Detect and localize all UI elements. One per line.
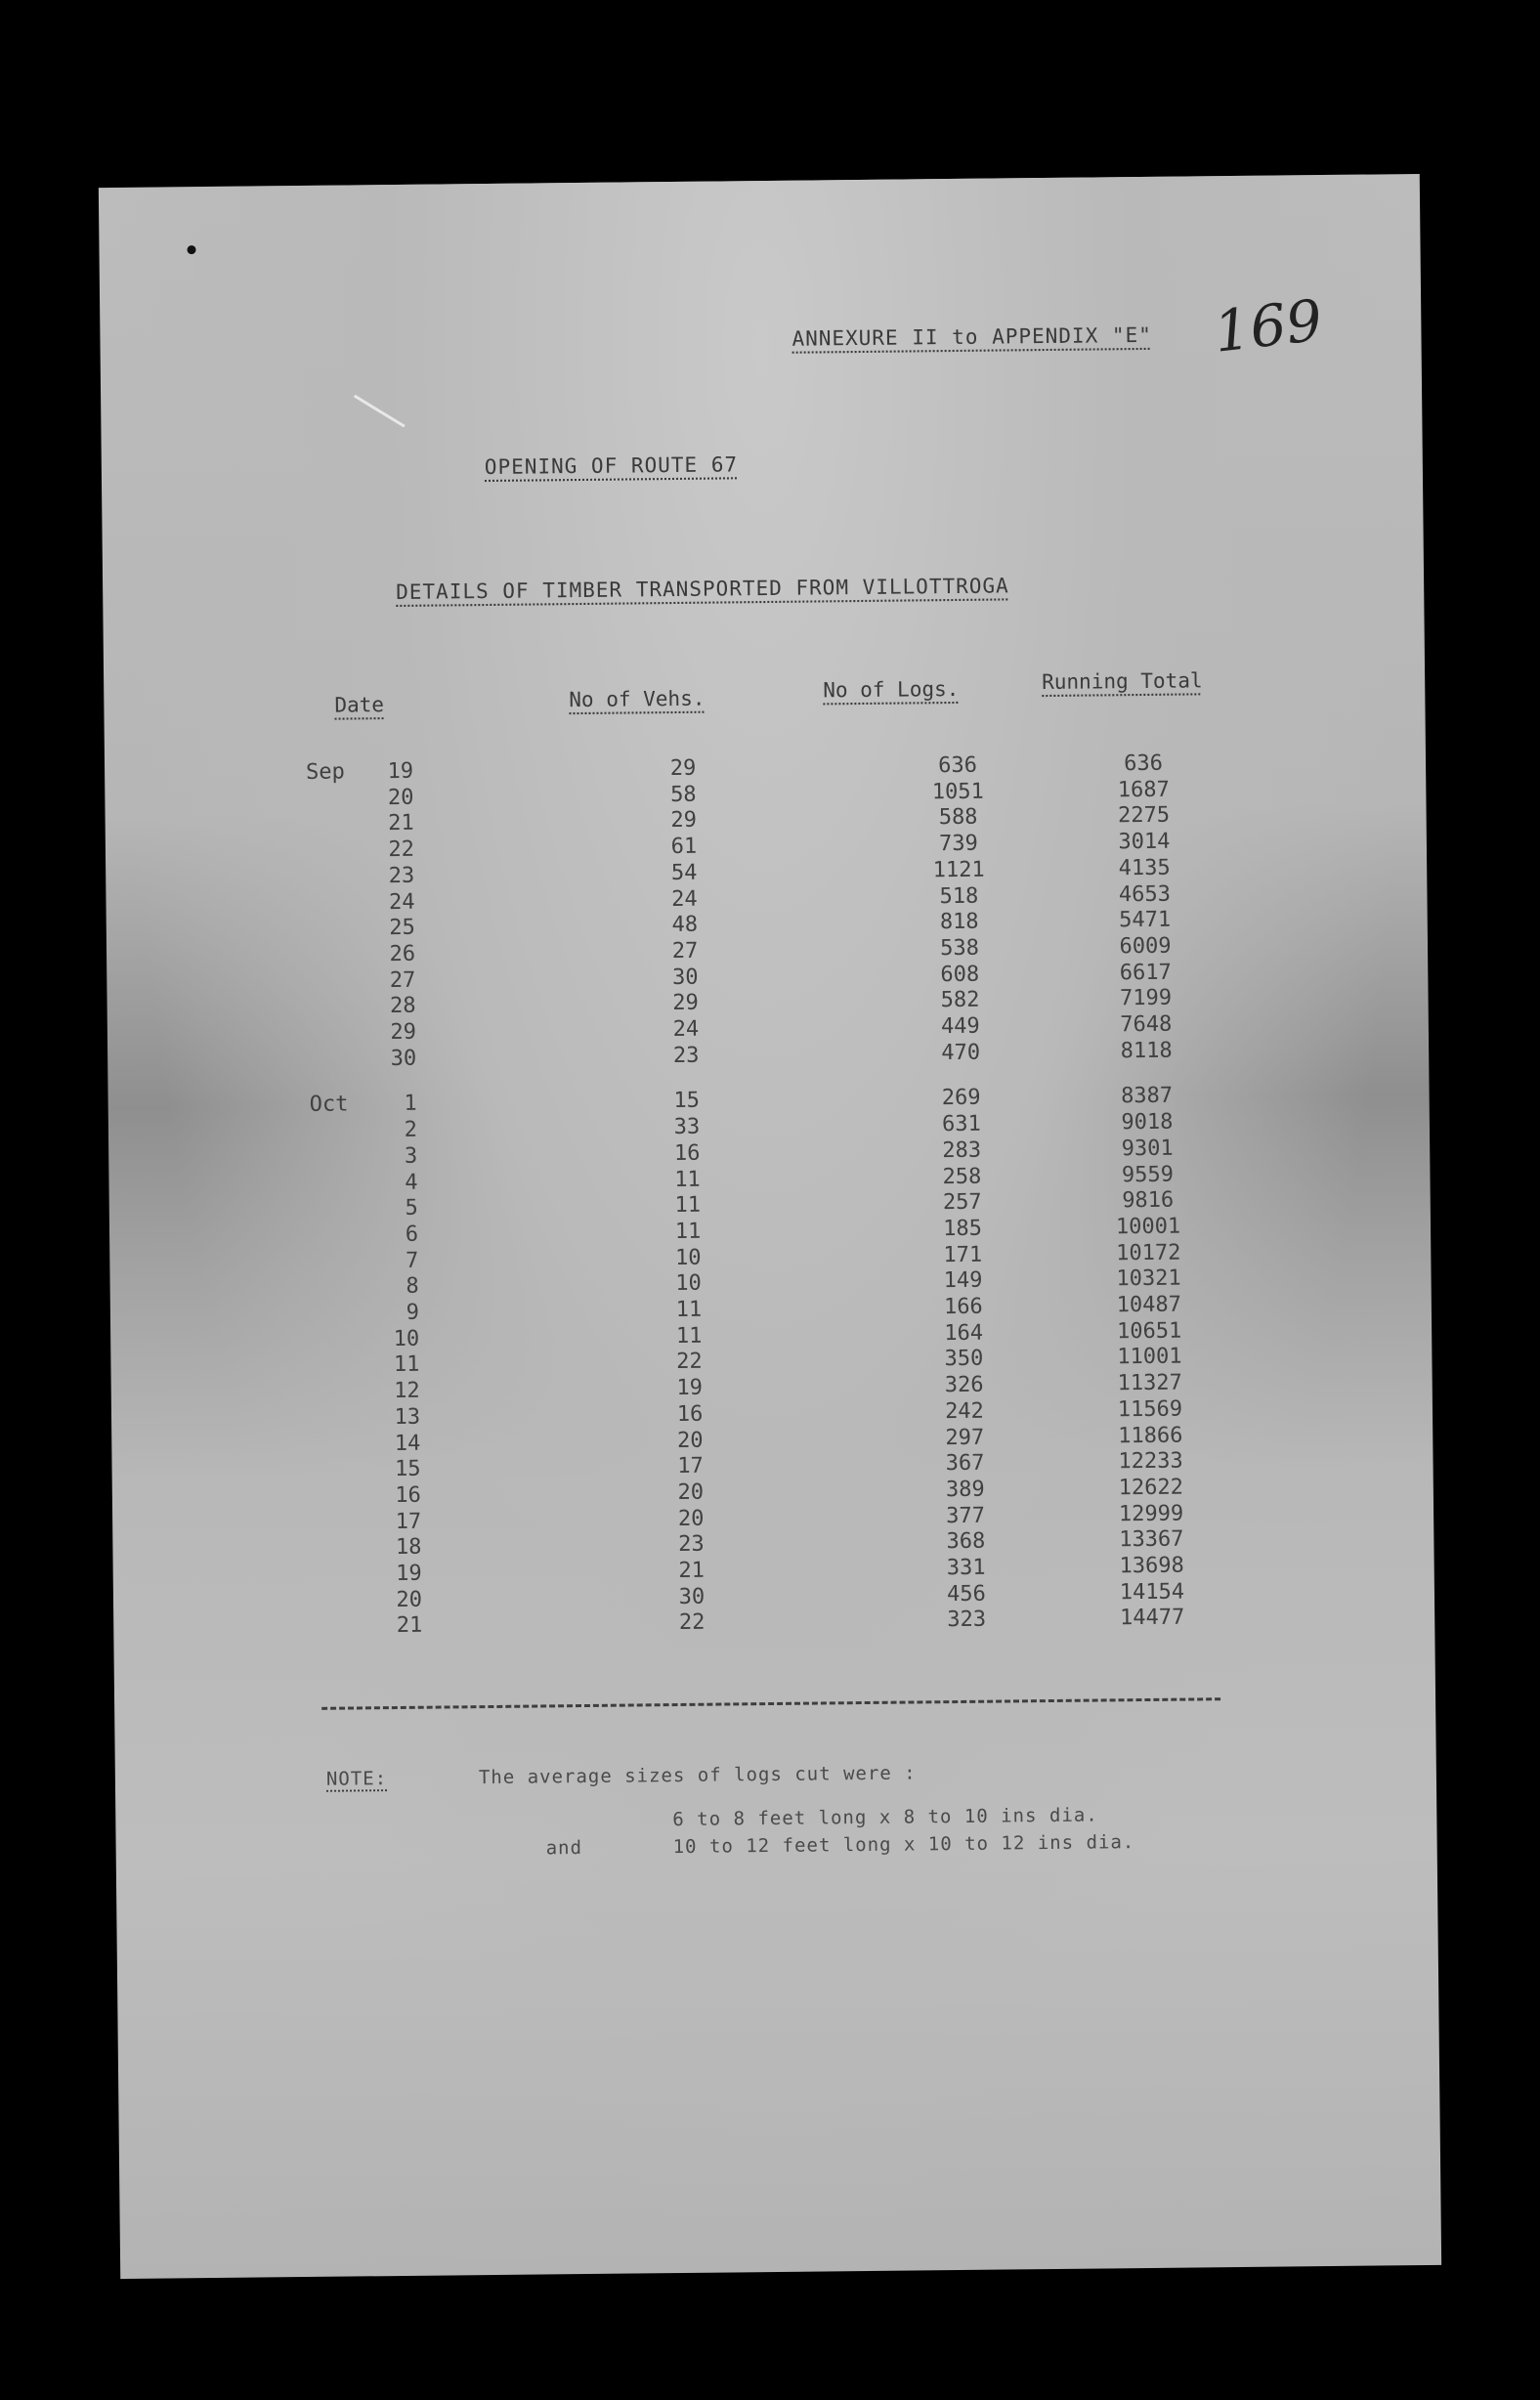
row-day: 20 <box>396 1587 423 1612</box>
row-vehicles: 23 <box>672 1043 700 1068</box>
row-vehicles: 20 <box>677 1506 705 1531</box>
row-vehicles: 30 <box>671 964 699 990</box>
row-logs: 367 <box>945 1450 985 1477</box>
row-day: 25 <box>389 915 415 941</box>
row-day: 10 <box>393 1326 420 1351</box>
row-logs: 818 <box>939 909 979 935</box>
row-day: 19 <box>387 758 414 785</box>
row-day: 12 <box>394 1378 420 1404</box>
row-logs: 185 <box>943 1216 983 1242</box>
row-running-total: 9559 <box>1121 1162 1175 1187</box>
row-running-total: 2275 <box>1117 803 1171 829</box>
note-and: and <box>545 1837 583 1860</box>
row-running-total: 11866 <box>1118 1423 1183 1448</box>
document-subtitle: DETAILS OF TIMBER TRANSPORTED FROM VILLOTTROGA <box>396 574 1009 604</box>
row-logs: 323 <box>947 1607 987 1633</box>
row-logs: 449 <box>940 1013 980 1040</box>
row-day: 13 <box>394 1404 421 1430</box>
row-day: 6 <box>405 1221 419 1247</box>
row-vehicles: 16 <box>673 1140 701 1166</box>
row-running-total: 9018 <box>1121 1109 1174 1136</box>
row-vehicles: 33 <box>673 1114 701 1140</box>
row-day: 21 <box>396 1613 423 1639</box>
note-line-1: 6 to 8 feet long x 8 to 10 ins dia. <box>672 1804 1098 1831</box>
row-vehicles: 11 <box>675 1297 703 1323</box>
row-running-total: 13698 <box>1119 1553 1184 1579</box>
row-logs: 331 <box>946 1555 986 1581</box>
row-vehicles: 15 <box>673 1089 701 1114</box>
row-running-total: 13367 <box>1119 1526 1184 1553</box>
row-running-total: 6009 <box>1119 933 1172 960</box>
row-logs: 269 <box>941 1086 981 1111</box>
row-month: Oct <box>309 1092 349 1118</box>
row-running-total: 7648 <box>1120 1011 1173 1038</box>
row-day: 27 <box>389 967 416 993</box>
row-vehicles: 20 <box>676 1428 704 1453</box>
row-vehicles: 10 <box>674 1245 702 1270</box>
row-vehicles: 11 <box>674 1192 702 1219</box>
row-logs: 258 <box>942 1164 982 1189</box>
row-vehicles: 19 <box>676 1375 704 1401</box>
col-header-date: Date <box>334 693 385 717</box>
row-day: 23 <box>388 863 415 888</box>
row-running-total: 11569 <box>1117 1396 1183 1423</box>
note-label: NOTE: <box>325 1768 388 1790</box>
document-page <box>99 174 1441 2279</box>
row-running-total: 11327 <box>1117 1370 1182 1396</box>
row-vehicles: 58 <box>669 782 697 807</box>
col-header-vehs: No of Vehs. <box>569 686 706 712</box>
row-day: 8 <box>406 1274 419 1300</box>
row-vehicles: 24 <box>672 1016 700 1043</box>
row-running-total: 3014 <box>1118 829 1171 855</box>
row-vehicles: 48 <box>671 912 699 938</box>
row-day: 24 <box>388 889 415 915</box>
row-day: 7 <box>405 1248 419 1273</box>
row-vehicles: 54 <box>670 860 698 885</box>
row-vehicles: 24 <box>671 886 698 912</box>
row-vehicles: 11 <box>674 1219 702 1244</box>
scratch-mark <box>354 395 406 428</box>
row-vehicles: 10 <box>675 1271 702 1297</box>
col-header-running-total: Running Total <box>1042 668 1203 695</box>
row-logs: 389 <box>945 1477 985 1503</box>
row-logs: 456 <box>946 1581 986 1607</box>
row-logs: 171 <box>943 1242 983 1267</box>
row-running-total: 12622 <box>1118 1475 1184 1501</box>
punch-hole <box>187 245 195 254</box>
row-logs: 283 <box>942 1137 982 1163</box>
row-logs: 166 <box>943 1294 983 1320</box>
row-vehicles: 17 <box>677 1453 704 1479</box>
row-logs: 636 <box>938 752 978 779</box>
row-logs: 1121 <box>932 857 985 883</box>
row-running-total: 8118 <box>1120 1038 1173 1063</box>
col-header-logs: No of Logs. <box>823 676 960 703</box>
row-vehicles: 27 <box>671 938 699 964</box>
row-day: 5 <box>405 1195 418 1221</box>
row-logs: 470 <box>941 1040 981 1065</box>
row-vehicles: 22 <box>676 1350 703 1375</box>
row-logs: 739 <box>938 831 978 857</box>
document-title: OPENING OF ROUTE 67 <box>484 452 739 480</box>
row-running-total: 6617 <box>1119 960 1172 985</box>
row-day: 21 <box>388 811 414 836</box>
row-running-total: 7199 <box>1119 985 1173 1011</box>
row-vehicles: 22 <box>678 1610 706 1636</box>
row-logs: 631 <box>941 1111 981 1137</box>
divider-line <box>321 1697 1220 1710</box>
row-vehicles: 21 <box>678 1558 706 1583</box>
row-running-total: 10001 <box>1115 1214 1181 1240</box>
row-day: 28 <box>389 994 416 1019</box>
row-day: 16 <box>395 1482 421 1508</box>
row-vehicles: 61 <box>670 834 698 860</box>
annexure-heading: ANNEXURE II to APPENDIX "E" <box>791 322 1152 351</box>
row-running-total: 12999 <box>1118 1501 1184 1526</box>
row-day: 1 <box>404 1092 417 1117</box>
row-day: 2 <box>404 1117 418 1143</box>
note-line-2: 10 to 12 feet long x 10 to 12 ins dia. <box>672 1831 1135 1859</box>
row-vehicles: 16 <box>676 1401 704 1427</box>
row-day: 11 <box>393 1352 420 1378</box>
row-vehicles: 30 <box>678 1584 706 1609</box>
page-number: 169 <box>1210 286 1326 365</box>
row-running-total: 10172 <box>1116 1240 1181 1265</box>
row-day: 29 <box>390 1019 417 1046</box>
row-running-total: 10321 <box>1116 1265 1181 1292</box>
row-logs: 582 <box>940 988 980 1013</box>
row-day: 4 <box>405 1170 418 1195</box>
row-running-total: 10487 <box>1116 1292 1182 1318</box>
row-day: 14 <box>394 1431 421 1456</box>
row-logs: 326 <box>944 1372 984 1398</box>
row-running-total: 12233 <box>1118 1448 1183 1475</box>
row-day: 3 <box>404 1143 418 1169</box>
row-running-total: 9301 <box>1121 1136 1174 1162</box>
note-intro: The average sizes of logs cut were : <box>478 1762 917 1789</box>
row-logs: 350 <box>944 1347 984 1372</box>
row-logs: 377 <box>946 1503 986 1528</box>
row-running-total: 4653 <box>1118 881 1172 907</box>
row-day: 15 <box>394 1456 421 1482</box>
row-running-total: 10651 <box>1116 1318 1182 1344</box>
row-logs: 164 <box>944 1320 984 1346</box>
row-vehicles: 23 <box>678 1532 705 1558</box>
row-day: 18 <box>395 1535 422 1561</box>
row-logs: 588 <box>938 805 978 831</box>
row-logs: 518 <box>939 883 979 909</box>
row-running-total: 14154 <box>1119 1579 1185 1605</box>
row-running-total: 5471 <box>1119 907 1172 933</box>
row-logs: 257 <box>942 1189 982 1216</box>
row-logs: 608 <box>940 962 980 987</box>
row-logs: 1051 <box>931 779 984 804</box>
row-running-total: 1687 <box>1117 777 1170 802</box>
row-day: 9 <box>406 1300 420 1325</box>
row-month: Sep <box>305 759 345 785</box>
row-vehicles: 29 <box>672 991 699 1016</box>
row-logs: 297 <box>945 1425 985 1450</box>
row-running-total: 8387 <box>1120 1084 1174 1109</box>
row-day: 20 <box>387 785 414 810</box>
row-vehicles: 11 <box>674 1167 701 1192</box>
row-day: 22 <box>388 836 415 863</box>
row-running-total: 14477 <box>1119 1605 1185 1631</box>
row-day: 26 <box>389 941 416 966</box>
row-vehicles: 29 <box>669 755 697 782</box>
row-vehicles: 11 <box>675 1323 703 1349</box>
row-day: 19 <box>396 1561 422 1587</box>
row-logs: 149 <box>943 1268 983 1294</box>
row-logs: 538 <box>940 935 980 962</box>
row-running-total: 11001 <box>1117 1344 1182 1370</box>
row-day: 30 <box>390 1046 417 1071</box>
row-running-total: 4135 <box>1118 855 1171 881</box>
row-day: 17 <box>395 1509 422 1534</box>
row-vehicles: 29 <box>670 808 698 834</box>
row-running-total: 636 <box>1124 750 1164 777</box>
row-logs: 368 <box>946 1529 986 1555</box>
row-logs: 242 <box>944 1398 984 1424</box>
row-vehicles: 20 <box>677 1479 705 1505</box>
row-running-total: 9816 <box>1122 1187 1175 1214</box>
